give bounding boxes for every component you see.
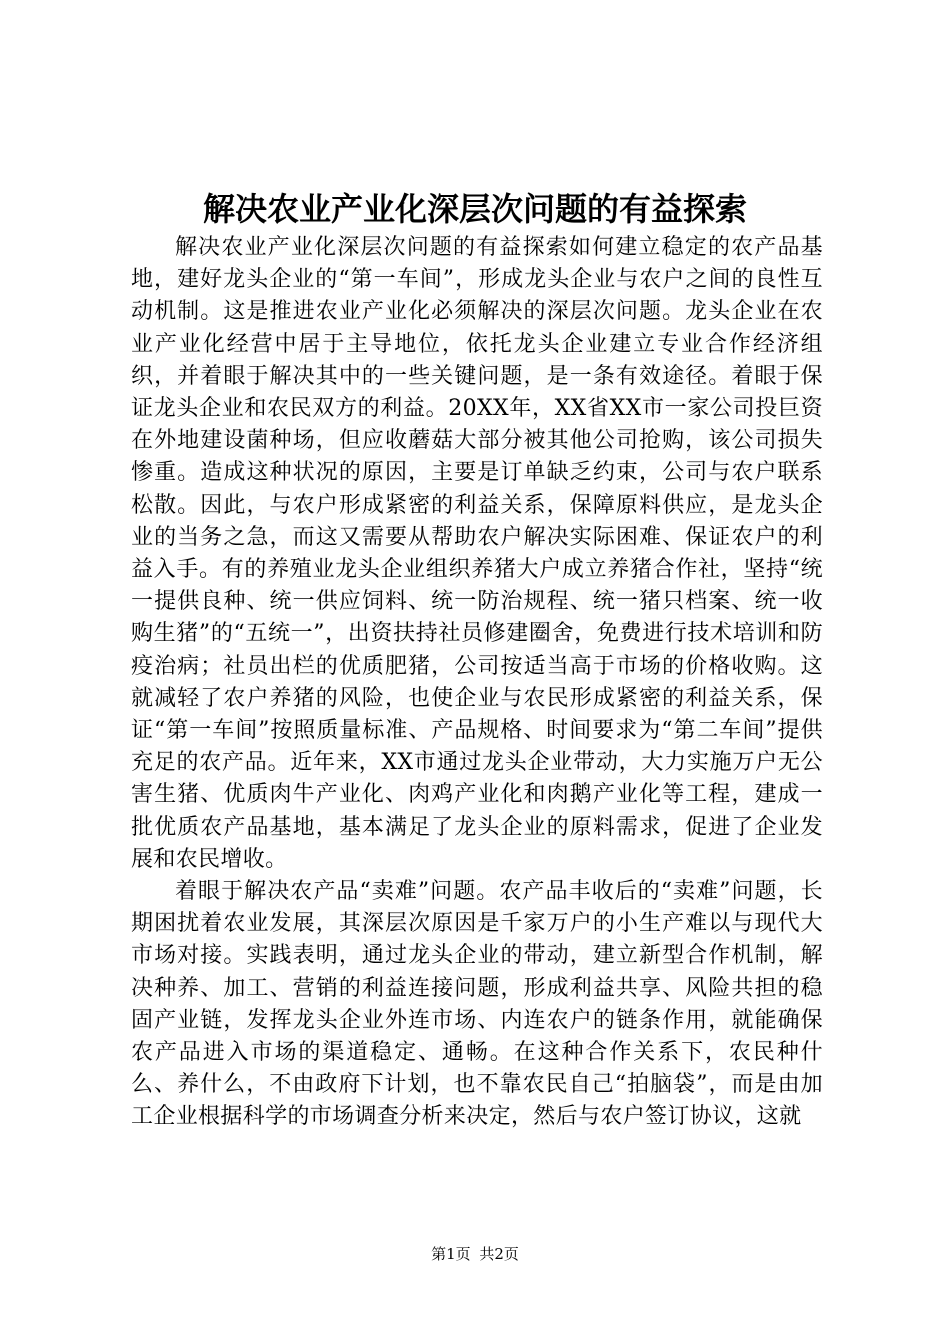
page-total: 共2页	[479, 1245, 519, 1263]
paragraph-2: 着眼于解决农产品“卖难”问题。农产品丰收后的“卖难”问题，长期困扰着农业发展，其深层次原因是千家万户的小生产难以与现代大市场对接。实践表明，通过龙头企业的带动，建立新型合作机制，解决种养、加工、营销的利益连接问题，形成利益共享、风险共担的稳固产业链，发挥龙头企业外连市场、内连农户的链条作用，就能确保农产品进入市场的渠道稳定、通畅。在这种合作关系下，农民种什么、养什么，不由政府下计划，也不靠农民自己“拍脑袋”，而是由加工企业根据科学的市场调查分析来决定，然后与农户签订协议，这就	[131, 879, 823, 1130]
page-number: 第1页	[431, 1245, 471, 1263]
paragraph-1: 解决农业产业化深层次问题的有益探索如何建立稳定的农产品基地，建好龙头企业的“第一车间”，形成龙头企业与农户之间的良性互动机制。这是推进农业产业化必须解决的深层次问题。龙头企业在农业产业化经营中居于主导地位，依托龙头企业建立专业合作经济组织，并着眼于解决其中的一些关键问题，是一条有效途径。着眼于保证龙头企业和农民双方的利益。20XX年，XX省XX市一家公司投巨资在外地建设菌种场，但应收蘑菇大部分被其他公司抢购，该公司损失惨重。造成这种状况的原因，主要是订单缺乏约束，公司与农户联系松散。因此，与农户形成紧密的利益关系，保障原料供应，是龙头企业的当务之急，而这又需要从帮助农户解决实际困难、保证农户的利益入手。有的养殖业龙头企业组织养猪大户成立养猪合作社，坚持“统一提供良种、统一供应饲料、统一防治规程、统一猪只档案、统一收购生猪”的“五统一”，出资扶持社员修建圈舍，免费进行技术培训和防疫治病；社员出栏的优质肥猪，公司按适当高于市场的价格收购。这就减轻了农户养猪的风险，也使企业与农民形成紧密的利益关系，保证“第一车间”按照质量标准、产品规格、时间要求为“第二车间”提供充足的农产品。近年来，XX市通过龙头企业带动，大力实施万户无公害生猪、优质肉牛产业化、肉鸡产业化和肉鹅产业化等工程，建成一批优质农产品基地，基本满足了龙头企业的原料需求，促进了企业发展和农民增收。	[131, 235, 823, 872]
document-title: 解决农业产业化深层次问题的有益探索	[202, 190, 747, 228]
page-footer	[0, 1244, 950, 1264]
document-body	[131, 232, 823, 1134]
